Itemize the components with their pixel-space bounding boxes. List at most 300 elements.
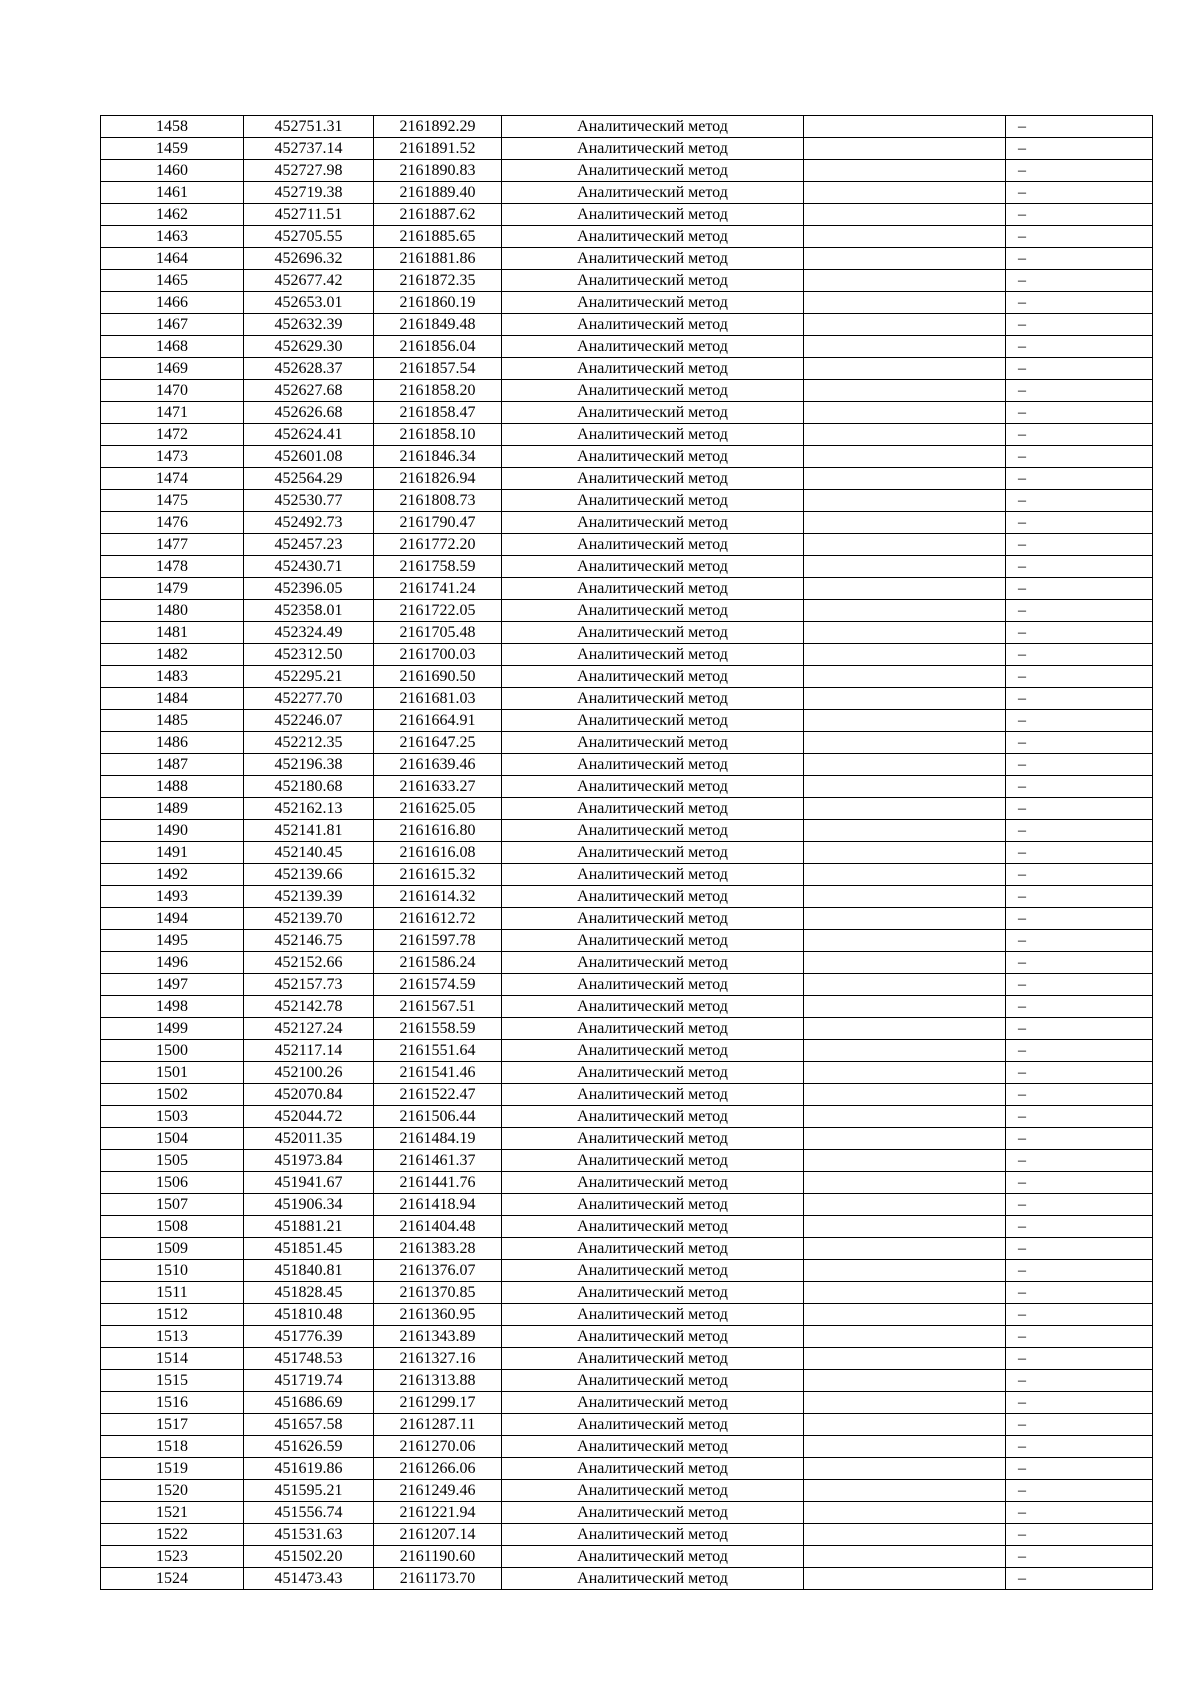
table-row: [101, 1238, 1153, 1260]
cell-point-number: 1475: [101, 490, 244, 512]
cell-coord-x: 452152.66: [244, 952, 374, 974]
table-row: [101, 512, 1153, 534]
cell-description: –: [1006, 1414, 1153, 1436]
table-row: [101, 996, 1153, 1018]
cell-method: Аналитический метод: [502, 974, 804, 996]
cell-coord-y: 2161370.85: [374, 1282, 502, 1304]
cell-coord-y: 2161856.04: [374, 336, 502, 358]
cell-coord-x: 452312.50: [244, 644, 374, 666]
cell-method: Аналитический метод: [502, 578, 804, 600]
table-row: [101, 1546, 1153, 1568]
cell-point-number: 1496: [101, 952, 244, 974]
cell-description: –: [1006, 226, 1153, 248]
cell-point-number: 1517: [101, 1414, 244, 1436]
table-row: [101, 1062, 1153, 1084]
cell-method: Аналитический метод: [502, 930, 804, 952]
cell-description: –: [1006, 358, 1153, 380]
cell-accuracy: [804, 600, 1006, 622]
cell-description: –: [1006, 424, 1153, 446]
cell-coord-y: 2161858.47: [374, 402, 502, 424]
cell-coord-x: 451906.34: [244, 1194, 374, 1216]
cell-point-number: 1512: [101, 1304, 244, 1326]
table-row: [101, 1128, 1153, 1150]
cell-accuracy: [804, 402, 1006, 424]
cell-description: –: [1006, 710, 1153, 732]
cell-coord-y: 2161287.11: [374, 1414, 502, 1436]
table-row: [101, 710, 1153, 732]
cell-point-number: 1490: [101, 820, 244, 842]
cell-coord-y: 2161705.48: [374, 622, 502, 644]
cell-coord-y: 2161190.60: [374, 1546, 502, 1568]
cell-point-number: 1462: [101, 204, 244, 226]
table-row: [101, 600, 1153, 622]
table-row: [101, 798, 1153, 820]
cell-method: Аналитический метод: [502, 1304, 804, 1326]
table-row: [101, 1150, 1153, 1172]
cell-coord-y: 2161887.62: [374, 204, 502, 226]
cell-accuracy: [804, 512, 1006, 534]
table-row: [101, 578, 1153, 600]
cell-point-number: 1516: [101, 1392, 244, 1414]
cell-description: –: [1006, 1392, 1153, 1414]
cell-accuracy: [804, 1084, 1006, 1106]
cell-coord-x: 452624.41: [244, 424, 374, 446]
cell-method: Аналитический метод: [502, 1326, 804, 1348]
cell-accuracy: [804, 1128, 1006, 1150]
table-row: [101, 1282, 1153, 1304]
cell-coord-x: 452011.35: [244, 1128, 374, 1150]
cell-coord-x: 451626.59: [244, 1436, 374, 1458]
cell-coord-y: 2161506.44: [374, 1106, 502, 1128]
cell-point-number: 1520: [101, 1480, 244, 1502]
cell-method: Аналитический метод: [502, 798, 804, 820]
cell-coord-x: 452737.14: [244, 138, 374, 160]
cell-coord-x: 452727.98: [244, 160, 374, 182]
cell-coord-x: 452628.37: [244, 358, 374, 380]
cell-description: –: [1006, 512, 1153, 534]
cell-method: Аналитический метод: [502, 270, 804, 292]
cell-method: Аналитический метод: [502, 666, 804, 688]
cell-method: Аналитический метод: [502, 952, 804, 974]
cell-point-number: 1474: [101, 468, 244, 490]
cell-coord-y: 2161639.46: [374, 754, 502, 776]
cell-coord-y: 2161849.48: [374, 314, 502, 336]
cell-accuracy: [804, 248, 1006, 270]
cell-point-number: 1468: [101, 336, 244, 358]
cell-coord-x: 452719.38: [244, 182, 374, 204]
cell-accuracy: [804, 666, 1006, 688]
table-row: [101, 380, 1153, 402]
cell-method: Аналитический метод: [502, 732, 804, 754]
cell-description: –: [1006, 380, 1153, 402]
cell-method: Аналитический метод: [502, 776, 804, 798]
cell-point-number: 1515: [101, 1370, 244, 1392]
cell-description: –: [1006, 1062, 1153, 1084]
cell-method: Аналитический метод: [502, 842, 804, 864]
table-row: [101, 1018, 1153, 1040]
cell-method: Аналитический метод: [502, 688, 804, 710]
cell-coord-x: 452146.75: [244, 930, 374, 952]
cell-accuracy: [804, 1106, 1006, 1128]
cell-description: –: [1006, 1304, 1153, 1326]
cell-accuracy: [804, 820, 1006, 842]
cell-accuracy: [804, 930, 1006, 952]
cell-accuracy: [804, 1348, 1006, 1370]
table-row: [101, 446, 1153, 468]
table-row: [101, 138, 1153, 160]
cell-description: –: [1006, 402, 1153, 424]
cell-coord-x: 452117.14: [244, 1040, 374, 1062]
cell-accuracy: [804, 622, 1006, 644]
cell-point-number: 1505: [101, 1150, 244, 1172]
table-row: [101, 666, 1153, 688]
cell-coord-x: 452246.07: [244, 710, 374, 732]
cell-coord-y: 2161221.94: [374, 1502, 502, 1524]
cell-accuracy: [804, 908, 1006, 930]
cell-point-number: 1509: [101, 1238, 244, 1260]
cell-description: –: [1006, 446, 1153, 468]
cell-accuracy: [804, 1458, 1006, 1480]
table-row: [101, 204, 1153, 226]
cell-method: Аналитический метод: [502, 1018, 804, 1040]
cell-point-number: 1513: [101, 1326, 244, 1348]
cell-method: Аналитический метод: [502, 138, 804, 160]
cell-coord-y: 2161376.07: [374, 1260, 502, 1282]
cell-point-number: 1482: [101, 644, 244, 666]
cell-description: –: [1006, 1260, 1153, 1282]
cell-point-number: 1458: [101, 116, 244, 138]
cell-coord-y: 2161860.19: [374, 292, 502, 314]
cell-coord-y: 2161858.10: [374, 424, 502, 446]
cell-coord-y: 2161418.94: [374, 1194, 502, 1216]
cell-accuracy: [804, 160, 1006, 182]
cell-point-number: 1508: [101, 1216, 244, 1238]
cell-accuracy: [804, 710, 1006, 732]
cell-coord-y: 2161404.48: [374, 1216, 502, 1238]
cell-coord-x: 452157.73: [244, 974, 374, 996]
cell-method: Аналитический метод: [502, 446, 804, 468]
cell-accuracy: [804, 1194, 1006, 1216]
table-row: [101, 1458, 1153, 1480]
cell-description: –: [1006, 1370, 1153, 1392]
table-row: [101, 182, 1153, 204]
cell-description: –: [1006, 952, 1153, 974]
cell-method: Аналитический метод: [502, 248, 804, 270]
cell-method: Аналитический метод: [502, 556, 804, 578]
cell-method: Аналитический метод: [502, 1524, 804, 1546]
table-row: [101, 1568, 1153, 1590]
cell-method: Аналитический метод: [502, 1216, 804, 1238]
cell-method: Аналитический метод: [502, 1062, 804, 1084]
cell-method: Аналитический метод: [502, 1546, 804, 1568]
cell-coord-x: 452044.72: [244, 1106, 374, 1128]
cell-description: –: [1006, 248, 1153, 270]
cell-coord-y: 2161574.59: [374, 974, 502, 996]
cell-accuracy: [804, 732, 1006, 754]
cell-point-number: 1489: [101, 798, 244, 820]
cell-accuracy: [804, 1524, 1006, 1546]
table-row: [101, 1040, 1153, 1062]
cell-description: –: [1006, 1480, 1153, 1502]
cell-point-number: 1506: [101, 1172, 244, 1194]
cell-description: –: [1006, 666, 1153, 688]
cell-point-number: 1511: [101, 1282, 244, 1304]
cell-point-number: 1493: [101, 886, 244, 908]
table-row: [101, 116, 1153, 138]
cell-description: –: [1006, 578, 1153, 600]
table-row: [101, 622, 1153, 644]
cell-accuracy: [804, 138, 1006, 160]
cell-description: –: [1006, 336, 1153, 358]
cell-point-number: 1483: [101, 666, 244, 688]
table-row: [101, 644, 1153, 666]
cell-accuracy: [804, 1480, 1006, 1502]
cell-method: Аналитический метод: [502, 468, 804, 490]
cell-coord-y: 2161857.54: [374, 358, 502, 380]
table-row: [101, 732, 1153, 754]
cell-coord-y: 2161889.40: [374, 182, 502, 204]
cell-method: Аналитический метод: [502, 710, 804, 732]
cell-coord-y: 2161664.91: [374, 710, 502, 732]
cell-description: –: [1006, 930, 1153, 952]
cell-description: –: [1006, 534, 1153, 556]
cell-description: –: [1006, 116, 1153, 138]
cell-coord-y: 2161299.17: [374, 1392, 502, 1414]
cell-description: –: [1006, 556, 1153, 578]
cell-coord-y: 2161207.14: [374, 1524, 502, 1546]
cell-point-number: 1477: [101, 534, 244, 556]
cell-method: Аналитический метод: [502, 534, 804, 556]
cell-coord-y: 2161586.24: [374, 952, 502, 974]
cell-coord-y: 2161383.28: [374, 1238, 502, 1260]
table-row: [101, 1326, 1153, 1348]
table-row: [101, 534, 1153, 556]
cell-point-number: 1465: [101, 270, 244, 292]
cell-description: –: [1006, 908, 1153, 930]
cell-coord-y: 2161615.32: [374, 864, 502, 886]
cell-coord-x: 451881.21: [244, 1216, 374, 1238]
cell-coord-x: 452751.31: [244, 116, 374, 138]
table-row: [101, 314, 1153, 336]
cell-method: Аналитический метод: [502, 358, 804, 380]
table-row: [101, 1502, 1153, 1524]
cell-point-number: 1479: [101, 578, 244, 600]
cell-coord-y: 2161772.20: [374, 534, 502, 556]
cell-coord-x: 452070.84: [244, 1084, 374, 1106]
cell-accuracy: [804, 1304, 1006, 1326]
table-row: [101, 1304, 1153, 1326]
table-row: [101, 248, 1153, 270]
cell-accuracy: [804, 116, 1006, 138]
table-row: [101, 820, 1153, 842]
table-row: [101, 1260, 1153, 1282]
cell-accuracy: [804, 1018, 1006, 1040]
coordinates-table: [100, 115, 1153, 1590]
cell-coord-x: 452626.68: [244, 402, 374, 424]
table-row: [101, 864, 1153, 886]
table-row: [101, 160, 1153, 182]
cell-accuracy: [804, 1260, 1006, 1282]
cell-coord-x: 452140.45: [244, 842, 374, 864]
table-row: [101, 1370, 1153, 1392]
cell-method: Аналитический метод: [502, 1348, 804, 1370]
table-row: [101, 336, 1153, 358]
cell-point-number: 1501: [101, 1062, 244, 1084]
cell-coord-x: 452430.71: [244, 556, 374, 578]
cell-coord-x: 451973.84: [244, 1150, 374, 1172]
cell-point-number: 1514: [101, 1348, 244, 1370]
cell-coord-x: 452492.73: [244, 512, 374, 534]
cell-coord-x: 451840.81: [244, 1260, 374, 1282]
cell-accuracy: [804, 798, 1006, 820]
cell-coord-x: 452139.39: [244, 886, 374, 908]
cell-coord-x: 451556.74: [244, 1502, 374, 1524]
table-row: [101, 886, 1153, 908]
cell-method: Аналитический метод: [502, 1392, 804, 1414]
cell-accuracy: [804, 490, 1006, 512]
cell-accuracy: [804, 776, 1006, 798]
cell-description: –: [1006, 292, 1153, 314]
cell-description: –: [1006, 1458, 1153, 1480]
cell-coord-y: 2161551.64: [374, 1040, 502, 1062]
cell-accuracy: [804, 1392, 1006, 1414]
table-row: [101, 468, 1153, 490]
cell-accuracy: [804, 424, 1006, 446]
table-row: [101, 292, 1153, 314]
cell-description: –: [1006, 1436, 1153, 1458]
cell-method: Аналитический метод: [502, 908, 804, 930]
cell-method: Аналитический метод: [502, 1282, 804, 1304]
cell-description: –: [1006, 622, 1153, 644]
table-row: [101, 556, 1153, 578]
cell-coord-y: 2161313.88: [374, 1370, 502, 1392]
cell-accuracy: [804, 1370, 1006, 1392]
cell-accuracy: [804, 336, 1006, 358]
cell-method: Аналитический метод: [502, 204, 804, 226]
cell-description: –: [1006, 1084, 1153, 1106]
cell-description: –: [1006, 314, 1153, 336]
cell-coord-y: 2161522.47: [374, 1084, 502, 1106]
cell-accuracy: [804, 1414, 1006, 1436]
cell-coord-x: 452162.13: [244, 798, 374, 820]
table-row: [101, 270, 1153, 292]
cell-coord-x: 451810.48: [244, 1304, 374, 1326]
cell-point-number: 1471: [101, 402, 244, 424]
cell-point-number: 1519: [101, 1458, 244, 1480]
cell-accuracy: [804, 204, 1006, 226]
table-row: [101, 754, 1153, 776]
cell-coord-x: 452396.05: [244, 578, 374, 600]
cell-accuracy: [804, 1150, 1006, 1172]
cell-method: Аналитический метод: [502, 512, 804, 534]
cell-accuracy: [804, 1546, 1006, 1568]
cell-accuracy: [804, 182, 1006, 204]
cell-description: –: [1006, 270, 1153, 292]
cell-accuracy: [804, 270, 1006, 292]
cell-coord-y: 2161616.08: [374, 842, 502, 864]
cell-description: –: [1006, 138, 1153, 160]
cell-point-number: 1499: [101, 1018, 244, 1040]
cell-method: Аналитический метод: [502, 292, 804, 314]
cell-method: Аналитический метод: [502, 1172, 804, 1194]
cell-coord-y: 2161881.86: [374, 248, 502, 270]
cell-coord-y: 2161722.05: [374, 600, 502, 622]
cell-point-number: 1470: [101, 380, 244, 402]
cell-point-number: 1481: [101, 622, 244, 644]
table-row: [101, 1392, 1153, 1414]
cell-coord-x: 452653.01: [244, 292, 374, 314]
cell-accuracy: [804, 688, 1006, 710]
cell-description: –: [1006, 974, 1153, 996]
cell-description: –: [1006, 490, 1153, 512]
cell-description: –: [1006, 842, 1153, 864]
cell-method: Аналитический метод: [502, 226, 804, 248]
cell-coord-x: 452705.55: [244, 226, 374, 248]
cell-coord-y: 2161484.19: [374, 1128, 502, 1150]
cell-description: –: [1006, 468, 1153, 490]
cell-coord-y: 2161741.24: [374, 578, 502, 600]
table-row: [101, 930, 1153, 952]
table-row: [101, 974, 1153, 996]
cell-coord-y: 2161633.27: [374, 776, 502, 798]
cell-description: –: [1006, 1524, 1153, 1546]
table-row: [101, 688, 1153, 710]
cell-method: Аналитический метод: [502, 402, 804, 424]
cell-method: Аналитический метод: [502, 116, 804, 138]
cell-description: –: [1006, 1194, 1153, 1216]
cell-method: Аналитический метод: [502, 1194, 804, 1216]
cell-method: Аналитический метод: [502, 1238, 804, 1260]
table-row: [101, 1216, 1153, 1238]
cell-accuracy: [804, 864, 1006, 886]
cell-accuracy: [804, 974, 1006, 996]
cell-coord-x: 452295.21: [244, 666, 374, 688]
cell-description: –: [1006, 1238, 1153, 1260]
cell-coord-y: 2161790.47: [374, 512, 502, 534]
cell-method: Аналитический метод: [502, 1106, 804, 1128]
cell-coord-y: 2161567.51: [374, 996, 502, 1018]
cell-coord-x: 452127.24: [244, 1018, 374, 1040]
cell-coord-x: 451851.45: [244, 1238, 374, 1260]
cell-coord-y: 2161625.05: [374, 798, 502, 820]
cell-coord-y: 2161360.95: [374, 1304, 502, 1326]
cell-method: Аналитический метод: [502, 490, 804, 512]
cell-description: –: [1006, 864, 1153, 886]
cell-description: –: [1006, 1546, 1153, 1568]
cell-coord-x: 452601.08: [244, 446, 374, 468]
cell-description: –: [1006, 1150, 1153, 1172]
cell-point-number: 1510: [101, 1260, 244, 1282]
table-row: [101, 424, 1153, 446]
cell-coord-x: 452142.78: [244, 996, 374, 1018]
cell-coord-y: 2161541.46: [374, 1062, 502, 1084]
cell-method: Аналитический метод: [502, 644, 804, 666]
cell-description: –: [1006, 820, 1153, 842]
cell-description: –: [1006, 1568, 1153, 1590]
cell-method: Аналитический метод: [502, 336, 804, 358]
cell-method: Аналитический метод: [502, 1568, 804, 1590]
cell-coord-x: 451473.43: [244, 1568, 374, 1590]
cell-description: –: [1006, 204, 1153, 226]
cell-method: Аналитический метод: [502, 182, 804, 204]
cell-accuracy: [804, 380, 1006, 402]
cell-method: Аналитический метод: [502, 820, 804, 842]
cell-coord-x: 452196.38: [244, 754, 374, 776]
cell-point-number: 1491: [101, 842, 244, 864]
cell-coord-x: 452629.30: [244, 336, 374, 358]
cell-coord-y: 2161885.65: [374, 226, 502, 248]
cell-description: –: [1006, 1282, 1153, 1304]
